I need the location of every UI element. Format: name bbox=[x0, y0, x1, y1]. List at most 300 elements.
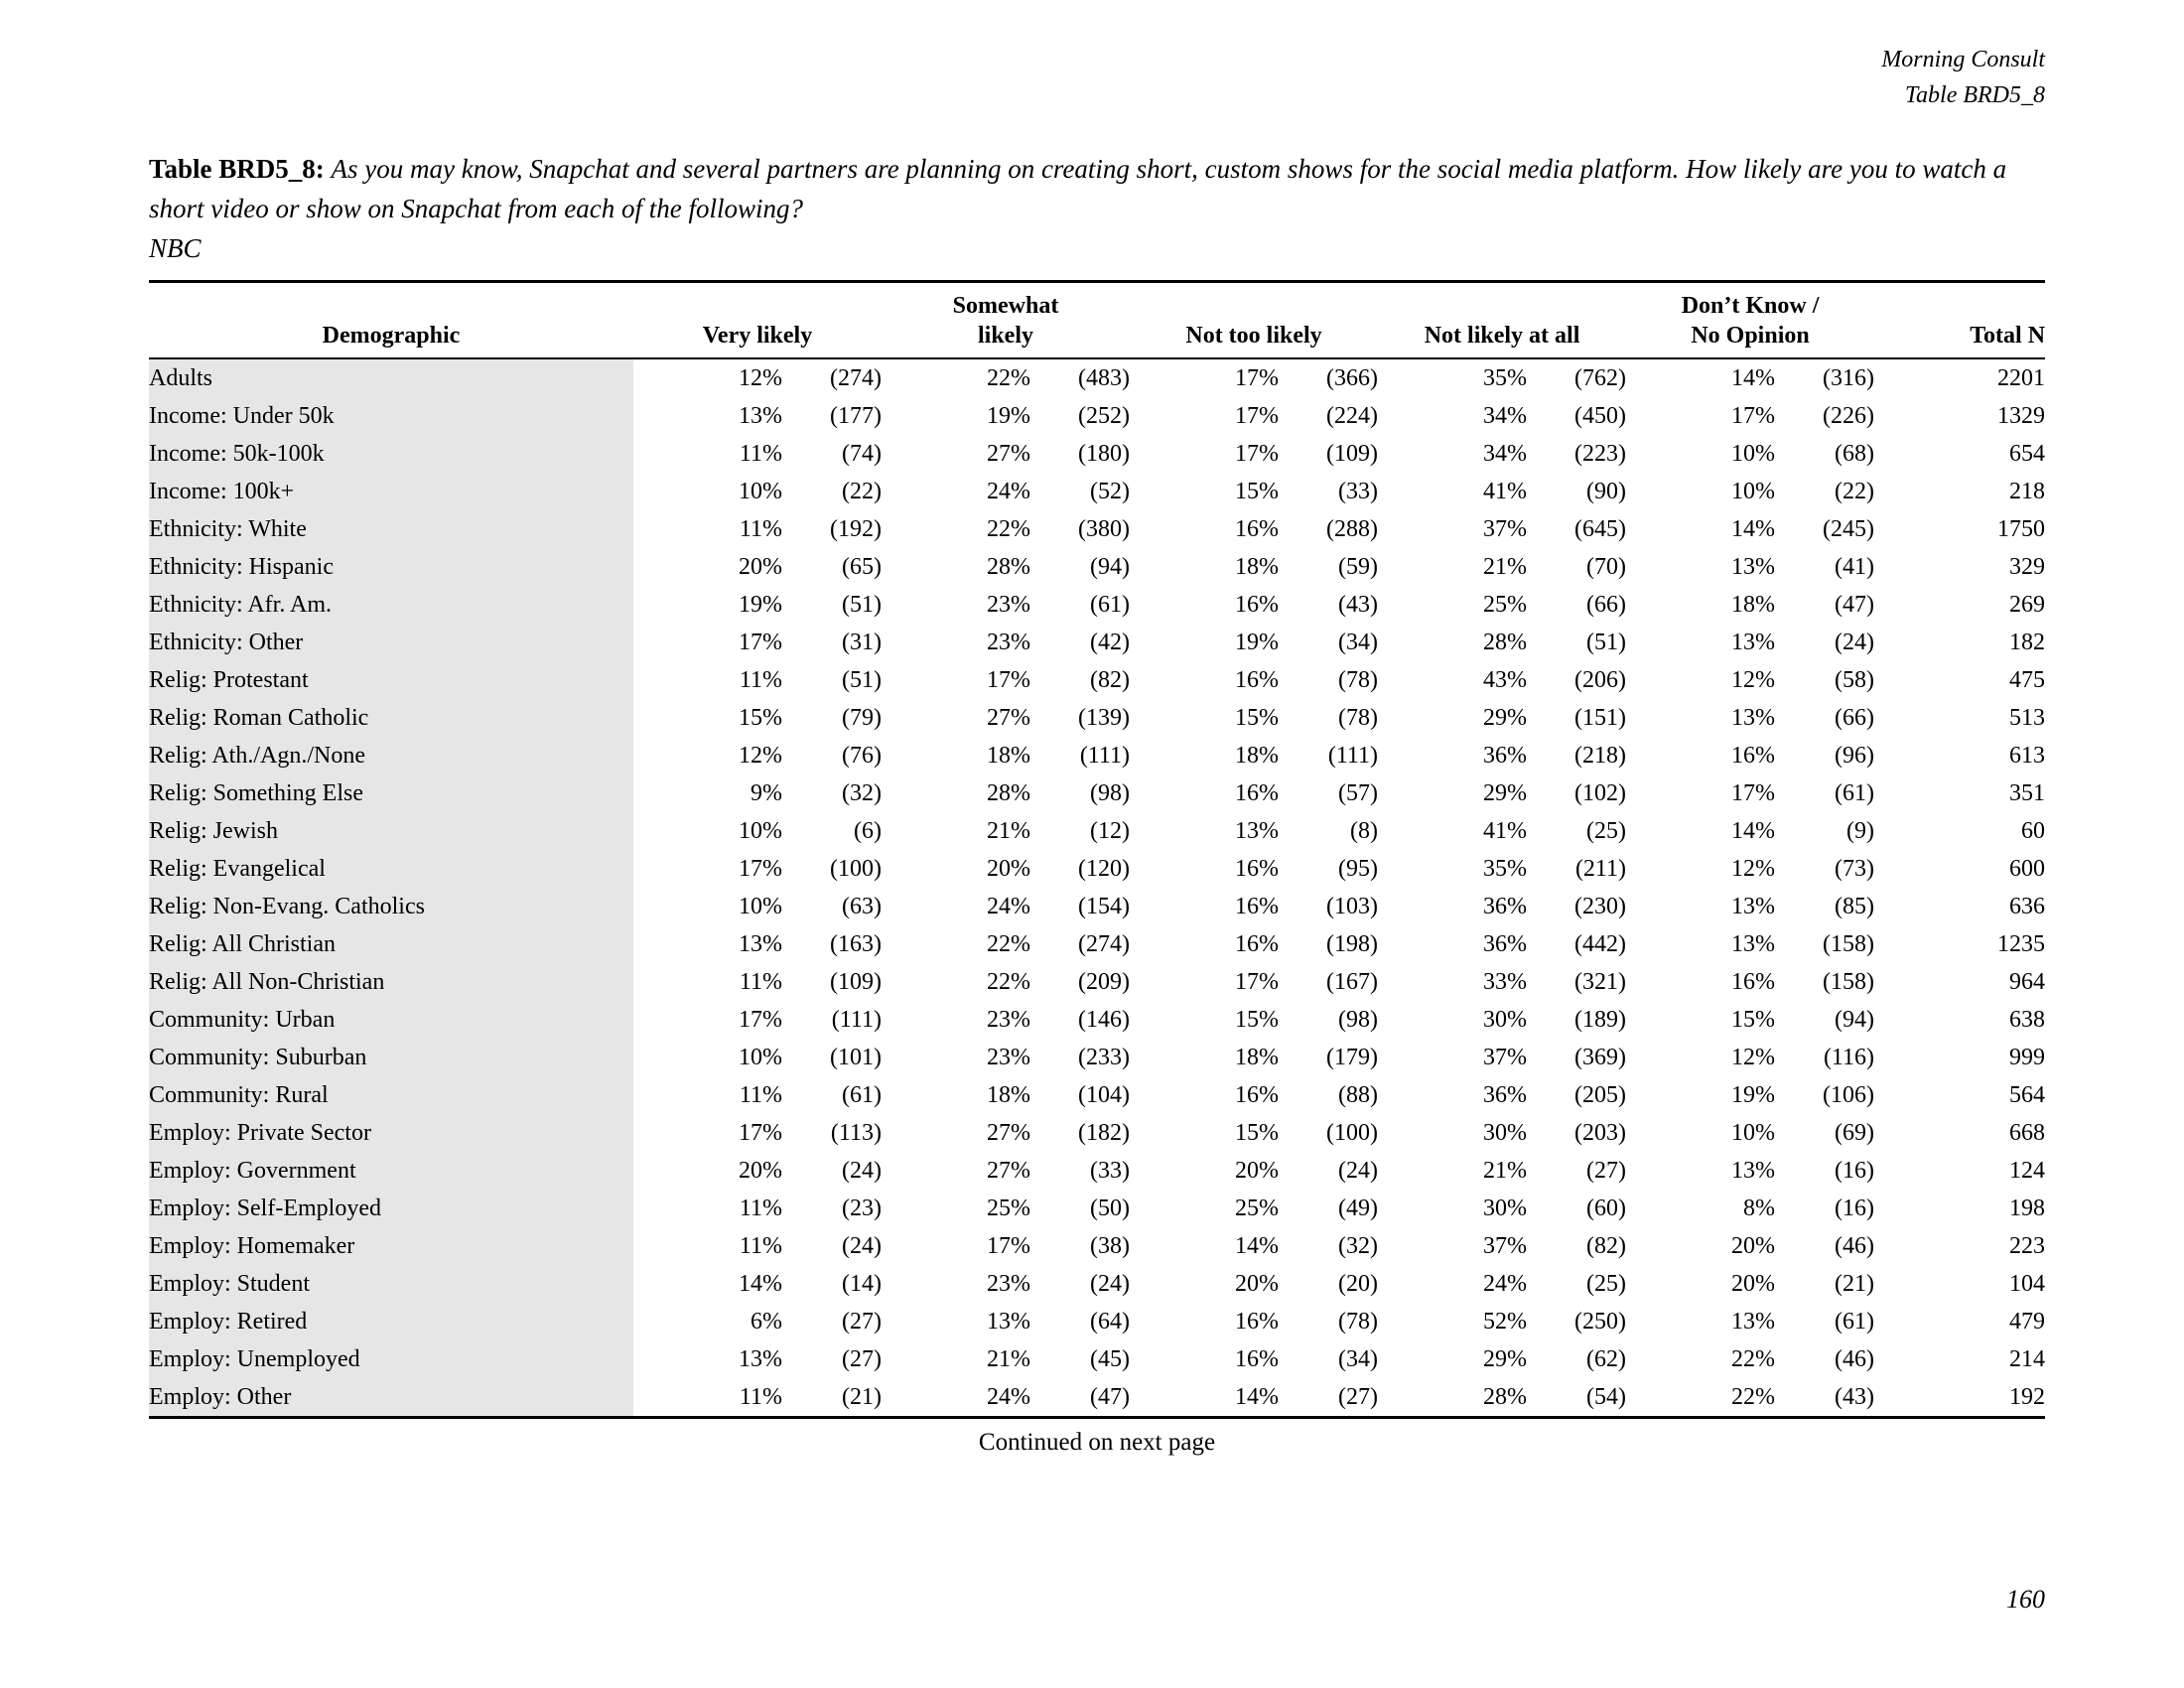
percent-cell: 11% bbox=[739, 441, 782, 467]
count-cell: (95) bbox=[1338, 856, 1379, 882]
count-cell: (98) bbox=[1090, 780, 1131, 806]
percent-cell: 22% bbox=[1731, 1384, 1776, 1410]
source-label: Morning Consult bbox=[1881, 47, 2045, 72]
percent-cell: 27% bbox=[987, 1158, 1030, 1184]
percent-cell: 9% bbox=[751, 780, 782, 806]
total-n-cell: 999 bbox=[2009, 1045, 2046, 1070]
percent-cell: 16% bbox=[1235, 894, 1280, 919]
percent-cell: 30% bbox=[1483, 1120, 1528, 1146]
count-cell: (73) bbox=[1835, 856, 1875, 882]
percent-cell: 30% bbox=[1483, 1196, 1528, 1221]
count-cell: (51) bbox=[842, 592, 882, 618]
count-cell: (158) bbox=[1823, 969, 1875, 995]
count-cell: (94) bbox=[1090, 554, 1131, 580]
column-header-line: Not too likely bbox=[1185, 323, 1322, 349]
count-cell: (27) bbox=[1586, 1158, 1627, 1184]
percent-cell: 11% bbox=[739, 969, 782, 995]
table-title-subject: NBC bbox=[149, 233, 202, 263]
demographic-cell: Ethnicity: Hispanic bbox=[149, 548, 633, 586]
count-cell: (226) bbox=[1823, 403, 1875, 429]
percent-cell: 12% bbox=[739, 743, 782, 769]
percent-cell: 24% bbox=[987, 1384, 1030, 1410]
count-cell: (21) bbox=[1835, 1271, 1875, 1297]
table-row bbox=[149, 774, 2045, 812]
count-cell: (24) bbox=[1090, 1271, 1131, 1297]
percent-cell: 19% bbox=[739, 592, 782, 618]
count-cell: (230) bbox=[1574, 894, 1627, 919]
percent-cell: 17% bbox=[1235, 441, 1280, 467]
count-cell: (206) bbox=[1574, 667, 1627, 693]
count-cell: (109) bbox=[830, 969, 882, 995]
total-n-cell: 564 bbox=[2009, 1082, 2046, 1108]
table-row bbox=[149, 1227, 2045, 1265]
total-n-cell: 964 bbox=[2009, 969, 2046, 995]
percent-cell: 15% bbox=[739, 705, 782, 731]
column-header-total-n: Total N bbox=[1874, 282, 2045, 359]
count-cell: (22) bbox=[1835, 479, 1875, 504]
percent-cell: 11% bbox=[739, 1082, 782, 1108]
percent-cell: 23% bbox=[987, 592, 1030, 618]
demographic-cell: Relig: Non-Evang. Catholics bbox=[149, 888, 633, 925]
column-header-line: Not likely at all bbox=[1424, 323, 1580, 349]
percent-cell: 12% bbox=[1731, 856, 1776, 882]
percent-cell: 16% bbox=[1235, 592, 1280, 618]
count-cell: (69) bbox=[1835, 1120, 1875, 1146]
count-cell: (43) bbox=[1835, 1384, 1875, 1410]
count-cell: (369) bbox=[1574, 1045, 1627, 1070]
percent-cell: 13% bbox=[1235, 818, 1280, 844]
table-row bbox=[149, 1265, 2045, 1303]
count-cell: (6) bbox=[854, 818, 882, 844]
count-cell: (22) bbox=[842, 479, 882, 504]
count-cell: (54) bbox=[1586, 1384, 1627, 1410]
count-cell: (158) bbox=[1823, 931, 1875, 957]
percent-cell: 17% bbox=[1731, 780, 1776, 806]
count-cell: (100) bbox=[830, 856, 882, 882]
table-header bbox=[149, 282, 2045, 359]
demographic-cell: Relig: Something Else bbox=[149, 774, 633, 812]
percent-cell: 25% bbox=[1483, 592, 1528, 618]
table-row bbox=[149, 1303, 2045, 1340]
count-cell: (179) bbox=[1326, 1045, 1379, 1070]
column-header-very-likely bbox=[633, 282, 882, 359]
demographic-cell: Employ: Unemployed bbox=[149, 1340, 633, 1378]
table-row bbox=[149, 850, 2045, 888]
percent-cell: 17% bbox=[1731, 403, 1776, 429]
count-cell: (43) bbox=[1338, 592, 1379, 618]
count-cell: (116) bbox=[1823, 1045, 1875, 1070]
demographic-cell: Ethnicity: White bbox=[149, 510, 633, 548]
count-cell: (223) bbox=[1574, 441, 1627, 467]
percent-cell: 20% bbox=[1235, 1158, 1280, 1184]
percent-cell: 11% bbox=[739, 1233, 782, 1259]
percent-cell: 21% bbox=[987, 1346, 1030, 1372]
demographic-cell: Relig: All Non-Christian bbox=[149, 963, 633, 1001]
percent-cell: 18% bbox=[987, 743, 1030, 769]
count-cell: (450) bbox=[1574, 403, 1627, 429]
percent-cell: 11% bbox=[739, 1196, 782, 1221]
count-cell: (224) bbox=[1326, 403, 1379, 429]
total-n-cell: 192 bbox=[2009, 1384, 2046, 1410]
demographic-cell: Relig: Roman Catholic bbox=[149, 699, 633, 737]
count-cell: (31) bbox=[842, 630, 882, 655]
table-row bbox=[149, 1114, 2045, 1152]
count-cell: (24) bbox=[842, 1158, 882, 1184]
count-cell: (79) bbox=[842, 705, 882, 731]
count-cell: (32) bbox=[1338, 1233, 1379, 1259]
percent-cell: 16% bbox=[1235, 667, 1280, 693]
table-row bbox=[149, 397, 2045, 435]
percent-cell: 13% bbox=[1731, 931, 1776, 957]
count-cell: (68) bbox=[1835, 441, 1875, 467]
count-cell: (32) bbox=[842, 780, 882, 806]
count-cell: (63) bbox=[842, 894, 882, 919]
count-cell: (209) bbox=[1078, 969, 1131, 995]
percent-cell: 41% bbox=[1483, 818, 1528, 844]
percent-cell: 16% bbox=[1235, 516, 1280, 542]
percent-cell: 13% bbox=[1731, 630, 1776, 655]
percent-cell: 13% bbox=[1731, 1158, 1776, 1184]
percent-cell: 36% bbox=[1483, 894, 1528, 919]
count-cell: (46) bbox=[1835, 1233, 1875, 1259]
count-cell: (146) bbox=[1078, 1007, 1131, 1033]
total-n-cell: 636 bbox=[2009, 894, 2046, 919]
percent-cell: 34% bbox=[1483, 403, 1528, 429]
percent-cell: 23% bbox=[987, 1007, 1030, 1033]
percent-cell: 19% bbox=[1731, 1082, 1776, 1108]
table-row bbox=[149, 586, 2045, 624]
count-cell: (211) bbox=[1574, 856, 1627, 882]
total-n-cell: 124 bbox=[2009, 1158, 2046, 1184]
percent-cell: 16% bbox=[1235, 1346, 1280, 1372]
count-cell: (25) bbox=[1586, 818, 1627, 844]
count-cell: (23) bbox=[842, 1196, 882, 1221]
table-row bbox=[149, 358, 2045, 397]
count-cell: (59) bbox=[1338, 554, 1379, 580]
count-cell: (27) bbox=[842, 1346, 882, 1372]
percent-cell: 10% bbox=[1731, 441, 1776, 467]
percent-cell: 25% bbox=[987, 1196, 1030, 1221]
count-cell: (483) bbox=[1078, 365, 1131, 391]
percent-cell: 13% bbox=[739, 403, 782, 429]
table-row bbox=[149, 548, 2045, 586]
percent-cell: 27% bbox=[987, 1120, 1030, 1146]
percent-cell: 18% bbox=[987, 1082, 1030, 1108]
demographic-cell: Employ: Other bbox=[149, 1378, 633, 1418]
column-header-line: Somewhat bbox=[952, 293, 1059, 319]
percent-cell: 22% bbox=[1731, 1346, 1776, 1372]
count-cell: (102) bbox=[1574, 780, 1627, 806]
column-header-line: Very likely bbox=[702, 323, 813, 349]
count-cell: (58) bbox=[1835, 667, 1875, 693]
percent-cell: 24% bbox=[1483, 1271, 1528, 1297]
percent-cell: 17% bbox=[739, 856, 782, 882]
count-cell: (111) bbox=[1079, 743, 1131, 769]
percent-cell: 20% bbox=[739, 1158, 782, 1184]
percent-cell: 37% bbox=[1483, 516, 1528, 542]
count-cell: (12) bbox=[1090, 818, 1131, 844]
percent-cell: 13% bbox=[1731, 705, 1776, 731]
percent-cell: 10% bbox=[1731, 1120, 1776, 1146]
percent-cell: 35% bbox=[1483, 365, 1528, 391]
count-cell: (120) bbox=[1078, 856, 1131, 882]
count-cell: (205) bbox=[1574, 1082, 1627, 1108]
percent-cell: 52% bbox=[1483, 1309, 1528, 1335]
percent-cell: 15% bbox=[1235, 1007, 1280, 1033]
count-cell: (61) bbox=[842, 1082, 882, 1108]
percent-cell: 36% bbox=[1483, 1082, 1528, 1108]
count-cell: (274) bbox=[1078, 931, 1131, 957]
percent-cell: 17% bbox=[987, 667, 1030, 693]
count-cell: (34) bbox=[1338, 1346, 1379, 1372]
percent-cell: 27% bbox=[987, 441, 1030, 467]
count-cell: (24) bbox=[1338, 1158, 1379, 1184]
total-n-cell: 2201 bbox=[1997, 365, 2046, 391]
percent-cell: 18% bbox=[1731, 592, 1776, 618]
percent-cell: 20% bbox=[1235, 1271, 1280, 1297]
table-row bbox=[149, 510, 2045, 548]
demographic-cell: Employ: Private Sector bbox=[149, 1114, 633, 1152]
percent-cell: 10% bbox=[739, 818, 782, 844]
count-cell: (252) bbox=[1078, 403, 1131, 429]
table-row bbox=[149, 1190, 2045, 1227]
percent-cell: 24% bbox=[987, 479, 1030, 504]
total-n-cell: 600 bbox=[2009, 856, 2046, 882]
total-n-cell: 1329 bbox=[1997, 403, 2046, 429]
count-cell: (42) bbox=[1090, 630, 1131, 655]
percent-cell: 22% bbox=[987, 931, 1030, 957]
count-cell: (177) bbox=[830, 403, 882, 429]
count-cell: (66) bbox=[1835, 705, 1875, 731]
demographic-cell: Employ: Homemaker bbox=[149, 1227, 633, 1265]
demographic-cell: Community: Suburban bbox=[149, 1039, 633, 1076]
total-n-cell: 513 bbox=[2009, 705, 2046, 731]
count-cell: (163) bbox=[830, 931, 882, 957]
count-cell: (109) bbox=[1326, 441, 1379, 467]
count-cell: (8) bbox=[1350, 818, 1379, 844]
demographic-cell: Ethnicity: Afr. Am. bbox=[149, 586, 633, 624]
count-cell: (316) bbox=[1823, 365, 1875, 391]
count-cell: (154) bbox=[1078, 894, 1131, 919]
demographic-cell: Relig: Jewish bbox=[149, 812, 633, 850]
percent-cell: 13% bbox=[739, 931, 782, 957]
percent-cell: 19% bbox=[1235, 630, 1280, 655]
percent-cell: 22% bbox=[987, 969, 1030, 995]
count-cell: (16) bbox=[1835, 1196, 1875, 1221]
percent-cell: 14% bbox=[1731, 365, 1776, 391]
count-cell: (250) bbox=[1574, 1309, 1627, 1335]
count-cell: (180) bbox=[1078, 441, 1131, 467]
total-n-cell: 479 bbox=[2009, 1309, 2046, 1335]
count-cell: (52) bbox=[1090, 479, 1131, 504]
percent-cell: 20% bbox=[1731, 1233, 1776, 1259]
percent-cell: 30% bbox=[1483, 1007, 1528, 1033]
count-cell: (61) bbox=[1835, 780, 1875, 806]
percent-cell: 12% bbox=[1731, 1045, 1776, 1070]
percent-cell: 13% bbox=[1731, 554, 1776, 580]
table-row bbox=[149, 624, 2045, 661]
count-cell: (16) bbox=[1835, 1158, 1875, 1184]
total-n-cell: 223 bbox=[2009, 1233, 2046, 1259]
count-cell: (88) bbox=[1338, 1082, 1379, 1108]
count-cell: (50) bbox=[1090, 1196, 1131, 1221]
total-n-cell: 60 bbox=[2021, 818, 2046, 844]
percent-cell: 37% bbox=[1483, 1045, 1528, 1070]
percent-cell: 23% bbox=[987, 630, 1030, 655]
count-cell: (233) bbox=[1078, 1045, 1131, 1070]
percent-cell: 15% bbox=[1235, 705, 1280, 731]
count-cell: (245) bbox=[1823, 516, 1875, 542]
count-cell: (96) bbox=[1835, 743, 1875, 769]
percent-cell: 16% bbox=[1731, 969, 1776, 995]
percent-cell: 12% bbox=[1731, 667, 1776, 693]
count-cell: (33) bbox=[1338, 479, 1379, 504]
percent-cell: 29% bbox=[1483, 780, 1528, 806]
table-ref-label: Table BRD5_8 bbox=[1904, 82, 2045, 108]
total-n-cell: 269 bbox=[2009, 592, 2046, 618]
count-cell: (103) bbox=[1326, 894, 1379, 919]
table-row bbox=[149, 737, 2045, 774]
demographic-cell: Community: Rural bbox=[149, 1076, 633, 1114]
count-cell: (20) bbox=[1338, 1271, 1379, 1297]
table-row bbox=[149, 963, 2045, 1001]
count-cell: (34) bbox=[1338, 630, 1379, 655]
percent-cell: 11% bbox=[739, 516, 782, 542]
percent-cell: 14% bbox=[739, 1271, 782, 1297]
percent-cell: 17% bbox=[739, 1007, 782, 1033]
percent-cell: 17% bbox=[1235, 365, 1280, 391]
page-number: 160 bbox=[2006, 1585, 2045, 1614]
count-cell: (90) bbox=[1586, 479, 1627, 504]
count-cell: (47) bbox=[1090, 1384, 1131, 1410]
percent-cell: 20% bbox=[739, 554, 782, 580]
percent-cell: 15% bbox=[1235, 479, 1280, 504]
count-cell: (321) bbox=[1574, 969, 1627, 995]
percent-cell: 28% bbox=[987, 554, 1030, 580]
count-cell: (14) bbox=[842, 1271, 882, 1297]
table-row bbox=[149, 435, 2045, 473]
count-cell: (78) bbox=[1338, 1309, 1379, 1335]
percent-cell: 36% bbox=[1483, 931, 1528, 957]
percent-cell: 6% bbox=[751, 1309, 782, 1335]
percent-cell: 14% bbox=[1731, 818, 1776, 844]
percent-cell: 23% bbox=[987, 1271, 1030, 1297]
count-cell: (60) bbox=[1586, 1196, 1627, 1221]
percent-cell: 10% bbox=[739, 894, 782, 919]
percent-cell: 41% bbox=[1483, 479, 1528, 504]
count-cell: (74) bbox=[842, 441, 882, 467]
demographic-cell: Employ: Student bbox=[149, 1265, 633, 1303]
count-cell: (51) bbox=[1586, 630, 1627, 655]
total-n-cell: 329 bbox=[2009, 554, 2046, 580]
count-cell: (192) bbox=[830, 516, 882, 542]
percent-cell: 18% bbox=[1235, 554, 1280, 580]
count-cell: (203) bbox=[1574, 1120, 1627, 1146]
count-cell: (274) bbox=[830, 365, 882, 391]
count-cell: (106) bbox=[1823, 1082, 1875, 1108]
count-cell: (61) bbox=[1090, 592, 1131, 618]
count-cell: (24) bbox=[842, 1233, 882, 1259]
count-cell: (21) bbox=[842, 1384, 882, 1410]
count-cell: (27) bbox=[842, 1309, 882, 1335]
percent-cell: 23% bbox=[987, 1045, 1030, 1070]
percent-cell: 11% bbox=[739, 667, 782, 693]
total-n-cell: 104 bbox=[2009, 1271, 2046, 1297]
total-n-cell: 613 bbox=[2009, 743, 2046, 769]
count-cell: (111) bbox=[831, 1007, 882, 1033]
count-cell: (98) bbox=[1338, 1007, 1379, 1033]
document-corner-header bbox=[149, 42, 2045, 113]
percent-cell: 43% bbox=[1483, 667, 1528, 693]
demographic-cell: Relig: Ath./Agn./None bbox=[149, 737, 633, 774]
percent-cell: 21% bbox=[987, 818, 1030, 844]
count-cell: (70) bbox=[1586, 554, 1627, 580]
total-n-cell: 1750 bbox=[1997, 516, 2046, 542]
percent-cell: 17% bbox=[987, 1233, 1030, 1259]
table-row bbox=[149, 1001, 2045, 1039]
count-cell: (27) bbox=[1338, 1384, 1379, 1410]
count-cell: (111) bbox=[1327, 743, 1379, 769]
table-row bbox=[149, 1076, 2045, 1114]
total-n-cell: 218 bbox=[2009, 479, 2046, 504]
count-cell: (51) bbox=[842, 667, 882, 693]
percent-cell: 18% bbox=[1235, 743, 1280, 769]
percent-cell: 35% bbox=[1483, 856, 1528, 882]
column-header-line: No Opinion bbox=[1691, 323, 1810, 349]
demographic-cell: Ethnicity: Other bbox=[149, 624, 633, 661]
percent-cell: 28% bbox=[987, 780, 1030, 806]
count-cell: (64) bbox=[1090, 1309, 1131, 1335]
count-cell: (82) bbox=[1586, 1233, 1627, 1259]
demographic-cell: Employ: Self-Employed bbox=[149, 1190, 633, 1227]
table-row bbox=[149, 888, 2045, 925]
table-row bbox=[149, 1152, 2045, 1190]
percent-cell: 10% bbox=[1731, 479, 1776, 504]
count-cell: (46) bbox=[1835, 1346, 1875, 1372]
count-cell: (762) bbox=[1574, 365, 1627, 391]
total-n-cell: 475 bbox=[2009, 667, 2046, 693]
count-cell: (645) bbox=[1574, 516, 1627, 542]
percent-cell: 12% bbox=[739, 365, 782, 391]
column-header-line: Don’t Know / bbox=[1681, 293, 1820, 319]
percent-cell: 17% bbox=[1235, 403, 1280, 429]
column-header-line: likely bbox=[978, 323, 1034, 349]
count-cell: (189) bbox=[1574, 1007, 1627, 1033]
percent-cell: 14% bbox=[1235, 1233, 1280, 1259]
count-cell: (45) bbox=[1090, 1346, 1131, 1372]
percent-cell: 16% bbox=[1731, 743, 1776, 769]
percent-cell: 27% bbox=[987, 705, 1030, 731]
percent-cell: 19% bbox=[987, 403, 1030, 429]
table-row bbox=[149, 925, 2045, 963]
percent-cell: 24% bbox=[987, 894, 1030, 919]
percent-cell: 15% bbox=[1731, 1007, 1776, 1033]
percent-cell: 33% bbox=[1483, 969, 1528, 995]
count-cell: (139) bbox=[1078, 705, 1131, 731]
table-header-row bbox=[149, 282, 2045, 359]
survey-crosstab-table bbox=[149, 280, 2045, 1419]
count-cell: (442) bbox=[1574, 931, 1627, 957]
count-cell: (101) bbox=[830, 1045, 882, 1070]
count-cell: (288) bbox=[1326, 516, 1379, 542]
percent-cell: 15% bbox=[1235, 1120, 1280, 1146]
demographic-cell: Income: 100k+ bbox=[149, 473, 633, 510]
table-row bbox=[149, 661, 2045, 699]
demographic-cell: Relig: Evangelical bbox=[149, 850, 633, 888]
count-cell: (78) bbox=[1338, 667, 1379, 693]
column-header-demographic: Demographic bbox=[149, 282, 633, 359]
percent-cell: 16% bbox=[1235, 1309, 1280, 1335]
